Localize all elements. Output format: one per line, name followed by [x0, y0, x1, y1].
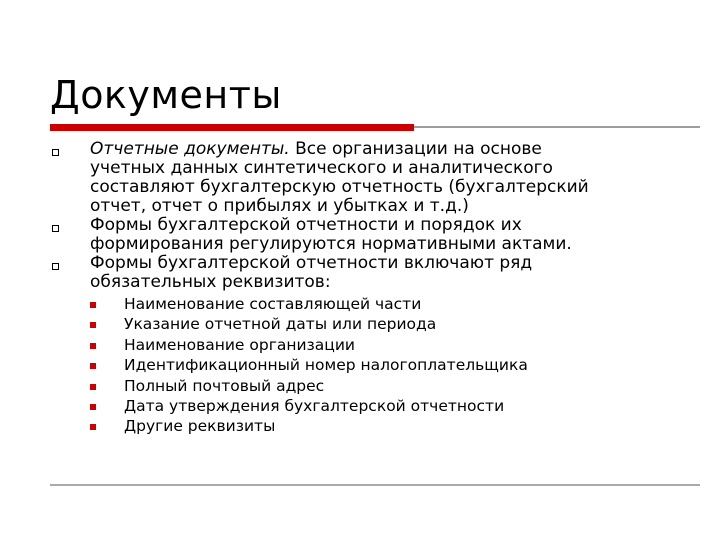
- red-square-bullet-icon: [90, 363, 96, 369]
- bullet-list: [50, 140, 700, 437]
- red-square-bullet-icon: [90, 424, 96, 430]
- sub-bullet-item: [88, 355, 700, 375]
- sub-bullet-text: Указание отчетной даты или периода: [124, 315, 437, 334]
- sub-bullet-text: Идентификационный номер налогоплательщика: [124, 356, 528, 375]
- red-square-bullet-icon: [90, 404, 96, 410]
- red-square-bullet-icon: [90, 384, 96, 390]
- bullet-term: Отчетные документы.: [90, 139, 290, 159]
- sub-bullet-text: Наименование организации: [124, 335, 355, 354]
- sub-bullet-list: [88, 294, 700, 437]
- bullet-line: [90, 140, 700, 159]
- bullet-item-regulation: [50, 216, 700, 254]
- sub-bullet-text: Полный почтовый адрес: [124, 376, 325, 395]
- bullet-line: формирования регулируются нормативными актами.: [90, 234, 572, 254]
- sub-bullet-item: [88, 376, 700, 396]
- bullet-line: учетных данных синтетического и аналитического: [90, 158, 553, 178]
- hollow-square-bullet-icon: [52, 263, 59, 270]
- red-square-bullet-icon: [90, 302, 96, 308]
- sub-bullet-text: Наименование составляющей части: [124, 295, 422, 313]
- footer-rule: [50, 484, 700, 486]
- slide-title: Документы: [50, 73, 282, 117]
- bullet-line: обязательных реквизитов:: [90, 272, 331, 292]
- bullet-line: составляют бухгалтерскую отчетность (бухгалтерский: [90, 177, 589, 197]
- bullet-line: отчет, отчет о прибылях и убытках и т.д.): [90, 196, 469, 216]
- sub-bullet-text: Другие реквизиты: [124, 417, 276, 436]
- sub-bullet-item: [88, 314, 700, 334]
- bullet-line: Формы бухгалтерской отчетности и порядок их: [90, 215, 522, 235]
- title-underline-accent: [50, 124, 414, 131]
- bullet-item-reports: [50, 140, 700, 216]
- sub-bullet-item: [88, 416, 700, 436]
- bullet-item-requisites: [50, 254, 700, 437]
- sub-bullet-item: [88, 335, 700, 355]
- sub-bullet-item: [88, 396, 700, 416]
- title-underline: [50, 124, 700, 131]
- sub-bullet-item: [88, 294, 700, 314]
- bullet-text: Все организации на основе: [289, 139, 542, 159]
- bullet-line: Формы бухгалтерской отчетности включают ряд: [90, 253, 533, 273]
- sub-bullet-text: Дата утверждения бухгалтерской отчетности: [124, 397, 505, 416]
- hollow-square-bullet-icon: [52, 149, 59, 156]
- red-square-bullet-icon: [90, 322, 96, 328]
- red-square-bullet-icon: [90, 343, 96, 349]
- hollow-square-bullet-icon: [52, 225, 59, 232]
